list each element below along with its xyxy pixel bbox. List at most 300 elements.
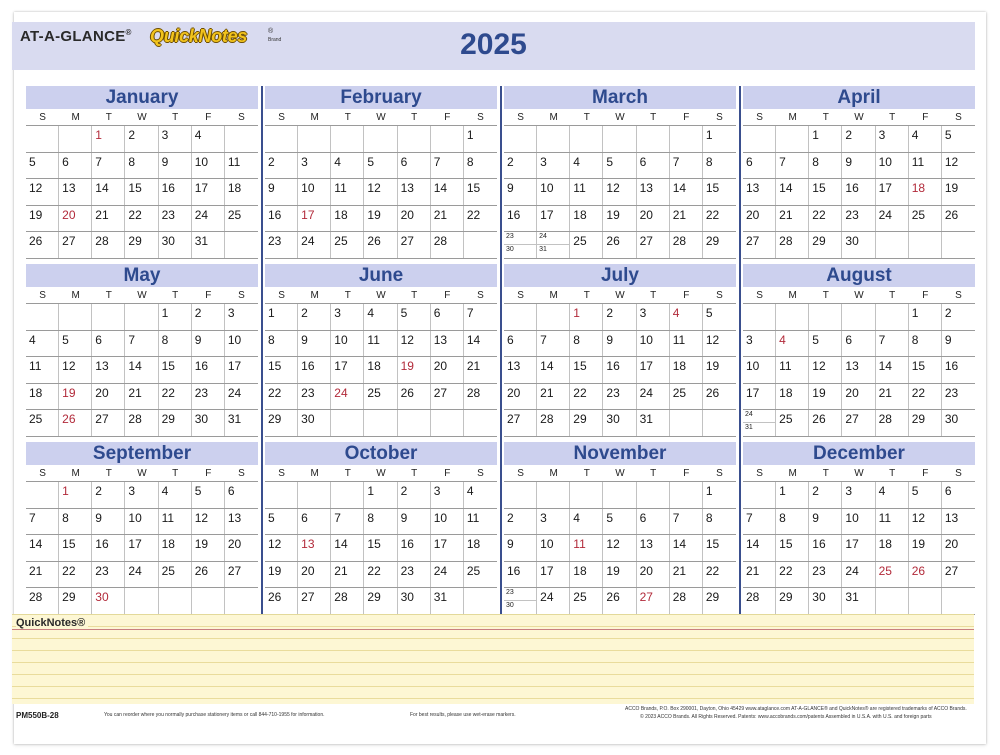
day-cell (298, 126, 331, 152)
week-row (743, 179, 975, 206)
day-cell: 22 (909, 384, 942, 410)
week-row (504, 384, 736, 411)
day-cell: 25 (26, 410, 59, 436)
day-cell: 26 (265, 588, 298, 614)
day-cell: 30 (603, 410, 636, 436)
weekday-label: T (344, 290, 351, 301)
weekday-label: M (310, 112, 319, 123)
day-cell (398, 410, 431, 436)
week-row (743, 232, 975, 259)
day-cell: 8 (570, 331, 603, 357)
holiday-day-cell: 24 (331, 384, 364, 410)
day-cell (504, 588, 537, 614)
day-cell: 3 (537, 153, 570, 179)
day-cell: 8 (466, 154, 474, 169)
reorder-note: You can reorder where you normally purchase stationery items or call 844-710-1955 for information. (104, 712, 325, 718)
day-cell: 2 (92, 482, 125, 508)
week-row (265, 562, 497, 589)
day-cell: 21 (125, 384, 158, 410)
week-row (504, 331, 736, 358)
weekday-label: M (549, 112, 558, 123)
day-cell (809, 304, 842, 330)
day-cell: 19 (909, 535, 942, 561)
quicknotes-area (12, 614, 974, 704)
day-cell: 24 (125, 562, 158, 588)
day-cell: 14 (537, 357, 570, 383)
week-row (26, 153, 258, 180)
day-cell: 17 (125, 535, 158, 561)
day-cell: 31 (637, 410, 670, 436)
weekday-label: W (854, 112, 864, 123)
day-cell (464, 232, 497, 258)
day-cell: 7 (670, 509, 703, 535)
weekday-label: S (477, 112, 484, 123)
day-cell (225, 232, 258, 258)
day-cell (670, 410, 703, 436)
week-row (504, 535, 736, 562)
day-cell: 16 (944, 359, 959, 373)
day-cell: 21 (670, 562, 703, 588)
weekday-label: S (517, 112, 524, 123)
day-cell: 3 (227, 306, 235, 320)
month-title: April (743, 86, 975, 109)
day-cell (331, 126, 364, 152)
day-cell (125, 588, 158, 614)
day-cell: 5 (705, 306, 713, 320)
day-cell: 14 (431, 179, 464, 205)
day-cell: 20 (637, 206, 670, 232)
day-number: 31 (745, 424, 753, 431)
weekday-label: T (650, 290, 657, 301)
day-cell: 2 (504, 153, 537, 179)
weekday-header-row (26, 109, 258, 126)
day-cell: 27 (92, 410, 125, 436)
day-cell (876, 232, 909, 258)
week-row (504, 304, 736, 331)
day-cell: 16 (809, 535, 842, 561)
weekday-label: M (310, 290, 319, 301)
day-cell: 16 (398, 535, 431, 561)
day-cell: 12 (944, 154, 959, 169)
day-cell: 9 (159, 153, 192, 179)
weekday-label: M (549, 290, 558, 301)
day-cell: 8 (125, 153, 158, 179)
day-cell: 15 (364, 535, 397, 561)
day-cell: 26 (603, 588, 636, 614)
day-cell (125, 304, 158, 330)
day-cell: 28 (431, 232, 464, 258)
weekday-header-row (743, 465, 975, 482)
day-cell: 9 (92, 509, 125, 535)
weekday-header-row (504, 109, 736, 126)
day-cell: 19 (364, 206, 397, 232)
day-cell: 24 (537, 588, 570, 614)
weekday-label: F (683, 290, 690, 301)
day-cell: 2 (265, 153, 298, 179)
day-cell: 3 (842, 482, 875, 508)
day-cell (464, 410, 497, 436)
week-row (26, 482, 258, 509)
weekday-label: W (376, 290, 386, 301)
weekday-label: F (922, 468, 929, 479)
month-september (26, 442, 258, 615)
day-cell: 13 (637, 179, 670, 205)
day-cell: 29 (705, 234, 720, 248)
day-cell: 30 (809, 588, 842, 614)
month-title: February (265, 86, 497, 109)
day-cell: 7 (26, 509, 59, 535)
day-cell (876, 304, 909, 330)
day-cell (743, 304, 776, 330)
week-row (743, 331, 975, 358)
day-cell: 23 (92, 562, 125, 588)
week-row (743, 304, 975, 331)
weekday-label: S (477, 468, 484, 479)
month-december (743, 442, 975, 615)
day-cell (670, 126, 703, 152)
day-cell: 27 (504, 410, 537, 436)
week-row (26, 357, 258, 384)
day-cell: 26 (705, 385, 720, 400)
month-title: May (26, 264, 258, 287)
day-cell (909, 588, 942, 614)
day-cell: 15 (570, 357, 603, 383)
day-cell: 3 (876, 126, 909, 152)
day-cell: 13 (842, 357, 875, 383)
day-cell: 10 (743, 357, 776, 383)
day-cell: 26 (26, 232, 59, 258)
weekday-label: W (376, 468, 386, 479)
day-cell: 11 (159, 509, 192, 535)
weekday-label: S (278, 112, 285, 123)
day-cell (570, 482, 603, 508)
day-cell: 4 (331, 153, 364, 179)
weekday-label: M (71, 112, 80, 123)
day-cell: 22 (466, 207, 481, 222)
day-cell: 15 (125, 179, 158, 205)
weekday-header-row (743, 287, 975, 304)
weekday-label: M (549, 468, 558, 479)
day-cell: 31 (431, 588, 464, 614)
weekday-label: M (788, 290, 797, 301)
day-cell (537, 304, 570, 330)
day-cell: 7 (331, 509, 364, 535)
copyright-note: © 2023 ACCO Brands. All Rights Reserved. Patents: www.accobrands.com/patents Assembled in U.S.A. with U.S. and foreign parts (640, 714, 932, 720)
weekday-label: W (615, 112, 625, 123)
day-cell: 30 (944, 412, 959, 426)
weekday-label: T (650, 112, 657, 123)
day-cell: 25 (466, 563, 481, 578)
weekday-label: T (172, 290, 179, 301)
day-cell: 18 (466, 537, 481, 551)
day-cell (670, 482, 703, 508)
day-cell: 18 (670, 357, 703, 383)
day-cell: 31 (192, 232, 225, 258)
day-cell: 15 (809, 179, 842, 205)
week-row (265, 331, 497, 358)
weekday-label: S (517, 290, 524, 301)
day-cell: 1 (265, 304, 298, 330)
day-cell: 5 (364, 153, 397, 179)
weekday-label: S (477, 290, 484, 301)
day-cell (537, 126, 570, 152)
day-cell: 8 (364, 509, 397, 535)
day-cell: 20 (431, 357, 464, 383)
weekday-label: T (105, 112, 112, 123)
weekday-label: T (889, 290, 896, 301)
day-cell: 9 (504, 535, 537, 561)
weekday-header-row (265, 287, 497, 304)
day-cell: 19 (26, 206, 59, 232)
day-cell: 24 (431, 562, 464, 588)
week-row (265, 410, 497, 437)
day-cell: 10 (876, 153, 909, 179)
weekday-label: S (278, 468, 285, 479)
weekday-label: T (583, 290, 590, 301)
calendar-header (12, 22, 975, 70)
split-divider (504, 600, 536, 601)
day-cell: 11 (876, 509, 909, 535)
day-cell: 20 (298, 562, 331, 588)
day-cell: 24 (298, 232, 331, 258)
day-cell: 3 (331, 304, 364, 330)
day-cell (504, 482, 537, 508)
weekday-label: M (310, 468, 319, 479)
day-cell (364, 126, 397, 152)
weekday-label: F (683, 112, 690, 123)
day-cell: 4 (159, 482, 192, 508)
day-cell: 22 (705, 207, 720, 222)
day-cell: 23 (842, 206, 875, 232)
day-cell: 14 (743, 535, 776, 561)
day-cell: 4 (570, 153, 603, 179)
day-number: 24 (539, 233, 547, 240)
day-cell (26, 482, 59, 508)
weekday-label: W (854, 290, 864, 301)
weekday-label: S (517, 468, 524, 479)
day-cell: 16 (504, 562, 537, 588)
day-cell (298, 482, 331, 508)
day-cell: 26 (944, 207, 959, 222)
day-cell (192, 588, 225, 614)
day-cell: 14 (466, 332, 481, 347)
weekday-header-row (504, 465, 736, 482)
month-title: December (743, 442, 975, 465)
day-cell: 29 (125, 232, 158, 258)
week-row (26, 126, 258, 153)
day-cell (942, 588, 975, 614)
month-title: August (743, 264, 975, 287)
day-cell: 1 (159, 304, 192, 330)
day-cell: 3 (537, 509, 570, 535)
year-title: 2025 (460, 28, 527, 61)
weekday-header-row (743, 109, 975, 126)
day-cell: 11 (26, 357, 59, 383)
day-cell: 18 (331, 206, 364, 232)
weekday-label: T (344, 112, 351, 123)
weekday-label: W (615, 468, 625, 479)
month-title: October (265, 442, 497, 465)
day-cell: 5 (809, 331, 842, 357)
day-cell: 11 (227, 154, 241, 169)
month-may (26, 264, 258, 437)
day-number: 30 (506, 246, 514, 253)
day-cell: 6 (944, 484, 952, 498)
day-cell: 22 (705, 563, 720, 578)
weekday-label: F (205, 290, 212, 301)
day-cell: 13 (637, 535, 670, 561)
day-cell: 29 (776, 588, 809, 614)
day-cell: 28 (125, 410, 158, 436)
day-cell: 9 (603, 331, 636, 357)
day-cell: 1 (705, 484, 713, 498)
day-cell: 7 (466, 306, 474, 320)
week-row (265, 535, 497, 562)
weekday-label: S (238, 468, 245, 479)
weekday-label: S (716, 290, 723, 301)
day-cell: 5 (59, 331, 92, 357)
day-cell (537, 232, 570, 258)
week-row (504, 153, 736, 180)
day-cell: 27 (743, 232, 776, 258)
day-cell: 2 (842, 126, 875, 152)
weekday-label: W (137, 468, 147, 479)
day-cell: 1 (776, 482, 809, 508)
day-cell: 14 (125, 357, 158, 383)
day-cell: 30 (842, 232, 875, 258)
weekday-label: S (39, 112, 46, 123)
day-cell: 13 (398, 179, 431, 205)
day-cell: 16 (603, 357, 636, 383)
day-cell: 22 (776, 562, 809, 588)
day-cell: 29 (705, 590, 720, 604)
day-cell: 25 (331, 232, 364, 258)
week-row (265, 384, 497, 411)
day-cell: 12 (26, 179, 59, 205)
day-cell: 2 (125, 126, 158, 152)
day-cell: 29 (909, 410, 942, 436)
day-cell: 23 (192, 384, 225, 410)
week-row (743, 384, 975, 411)
day-cell: 11 (466, 510, 480, 525)
day-cell: 21 (26, 562, 59, 588)
day-cell: 28 (466, 385, 481, 400)
day-cell: 17 (743, 384, 776, 410)
month-title: July (504, 264, 736, 287)
day-cell: 2 (504, 509, 537, 535)
day-cell (26, 126, 59, 152)
weekday-label: T (172, 468, 179, 479)
day-cell: 8 (705, 154, 713, 169)
day-cell: 10 (637, 331, 670, 357)
weekday-label: S (716, 468, 723, 479)
day-cell: 26 (603, 232, 636, 258)
day-cell: 28 (776, 232, 809, 258)
holiday-day-cell: 11 (570, 535, 603, 561)
day-cell: 22 (570, 384, 603, 410)
day-cell: 6 (92, 331, 125, 357)
day-cell (504, 126, 537, 152)
day-cell: 3 (431, 482, 464, 508)
week-row (26, 410, 258, 437)
holiday-day-cell: 26 (59, 410, 92, 436)
weekday-label: T (650, 468, 657, 479)
weekday-label: F (444, 468, 451, 479)
day-cell (159, 588, 192, 614)
day-cell: 9 (504, 179, 537, 205)
day-cell: 5 (603, 509, 636, 535)
weekday-label: S (238, 112, 245, 123)
day-cell: 7 (537, 331, 570, 357)
day-cell: 6 (637, 509, 670, 535)
day-cell: 13 (59, 179, 92, 205)
day-cell: 25 (570, 232, 603, 258)
day-cell: 18 (364, 357, 397, 383)
day-cell: 2 (192, 304, 225, 330)
week-row (26, 232, 258, 259)
day-cell: 24 (637, 384, 670, 410)
weekday-label: S (278, 290, 285, 301)
day-cell: 2 (603, 304, 636, 330)
weekday-label: T (583, 468, 590, 479)
holiday-day-cell: 1 (92, 126, 125, 152)
weekday-header-row (265, 465, 497, 482)
day-cell: 1 (909, 304, 942, 330)
day-cell (265, 126, 298, 152)
day-cell: 11 (909, 153, 942, 179)
day-cell (603, 482, 636, 508)
day-cell: 19 (265, 562, 298, 588)
week-row (504, 179, 736, 206)
week-row (265, 482, 497, 509)
day-cell: 10 (537, 535, 570, 561)
day-cell: 22 (265, 384, 298, 410)
day-cell: 17 (331, 357, 364, 383)
day-cell: 3 (159, 126, 192, 152)
week-row (504, 357, 736, 384)
day-cell: 27 (637, 232, 670, 258)
day-cell: 4 (26, 331, 59, 357)
week-row (504, 588, 736, 615)
day-cell: 6 (431, 304, 464, 330)
day-cell: 7 (776, 153, 809, 179)
day-cell (26, 304, 59, 330)
day-cell: 12 (265, 535, 298, 561)
week-row (743, 410, 975, 437)
day-cell: 8 (159, 331, 192, 357)
day-cell: 6 (842, 331, 875, 357)
week-row (265, 206, 497, 233)
day-cell: 3 (298, 153, 331, 179)
day-cell: 24 (192, 206, 225, 232)
month-february (265, 86, 497, 259)
month-title: September (26, 442, 258, 465)
day-cell: 28 (743, 588, 776, 614)
week-row (265, 509, 497, 536)
day-cell: 30 (159, 232, 192, 258)
day-cell (225, 588, 258, 614)
day-cell: 26 (398, 384, 431, 410)
day-cell: 23 (265, 232, 298, 258)
day-cell: 9 (298, 331, 331, 357)
day-cell: 23 (809, 562, 842, 588)
day-cell: 18 (159, 535, 192, 561)
weekday-label: S (756, 290, 763, 301)
day-number: 30 (506, 602, 514, 609)
day-cell: 5 (909, 482, 942, 508)
week-row (743, 509, 975, 536)
day-cell: 30 (192, 410, 225, 436)
